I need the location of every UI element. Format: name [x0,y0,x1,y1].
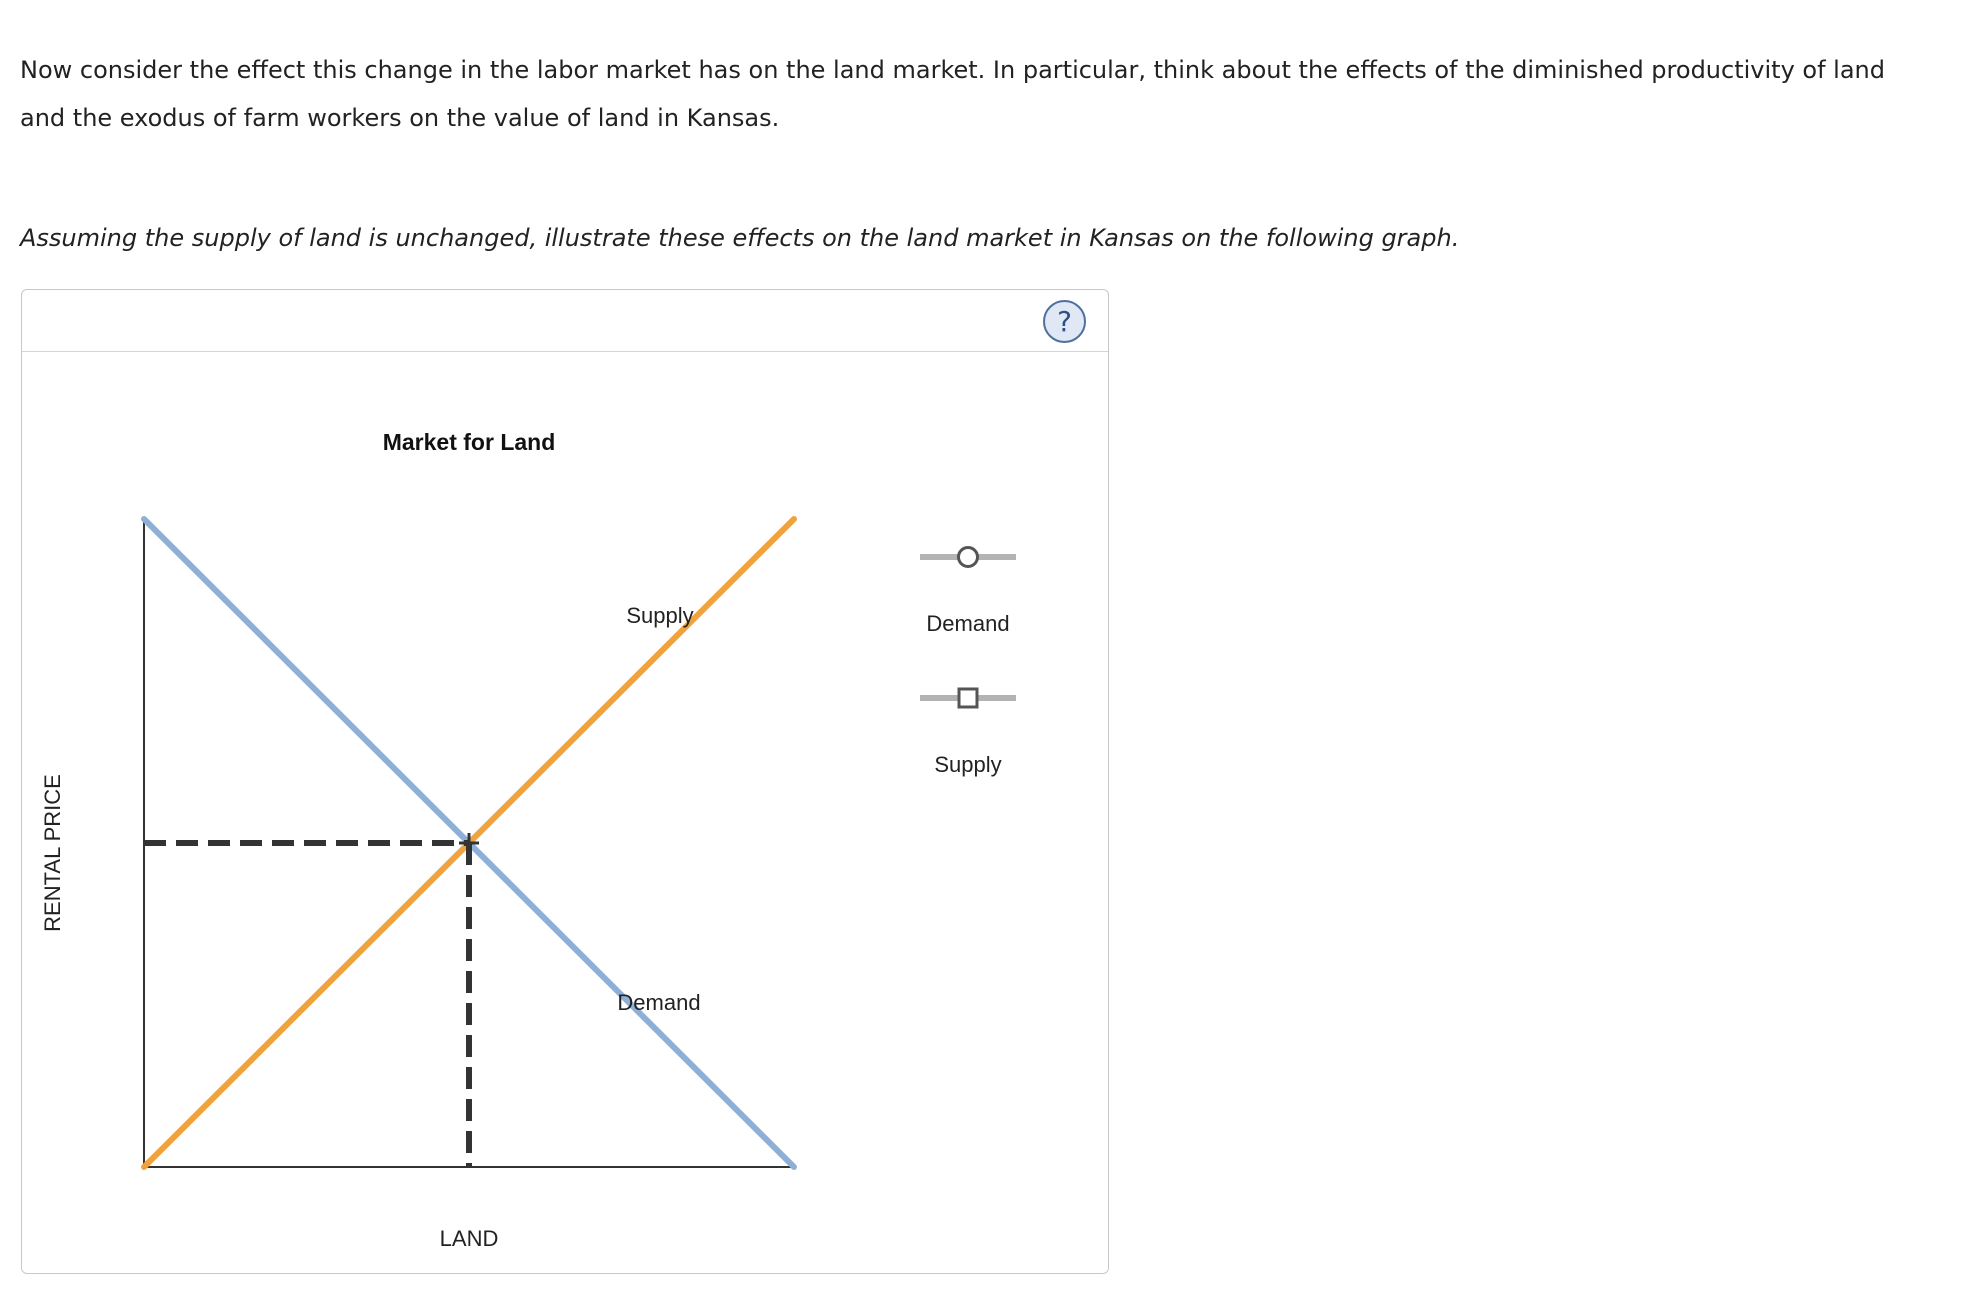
intro-paragraph: Now consider the effect this change in the labor market has on the land market. In particular, think about the effects of the diminished productivity of land and the exodus of farm workers on the value of land in Kansas. [20,56,1885,132]
circle-marker-icon [959,548,978,567]
demand-curve-label: Demand [617,990,701,1015]
graph-panel [21,289,1109,1274]
graph-title: Market for Land [382,429,556,455]
supply-tool[interactable] [920,689,1016,777]
demand-tool-label: Demand [926,611,1010,636]
help-button[interactable]: ? [1043,300,1086,343]
square-marker-icon [959,689,977,707]
demand-tool[interactable] [920,548,1016,637]
supply-tool-label: Supply [934,752,1002,777]
instruction-paragraph: Assuming the supply of land is unchanged, illustrate these effects on the land market in Kansas on the following graph. [20,224,1460,252]
supply-curve-label: Supply [626,603,694,628]
y-axis-label: RENTAL PRICE [40,774,65,932]
land-market-graph[interactable] [22,290,1108,1273]
x-axis-label: LAND [439,1226,499,1251]
